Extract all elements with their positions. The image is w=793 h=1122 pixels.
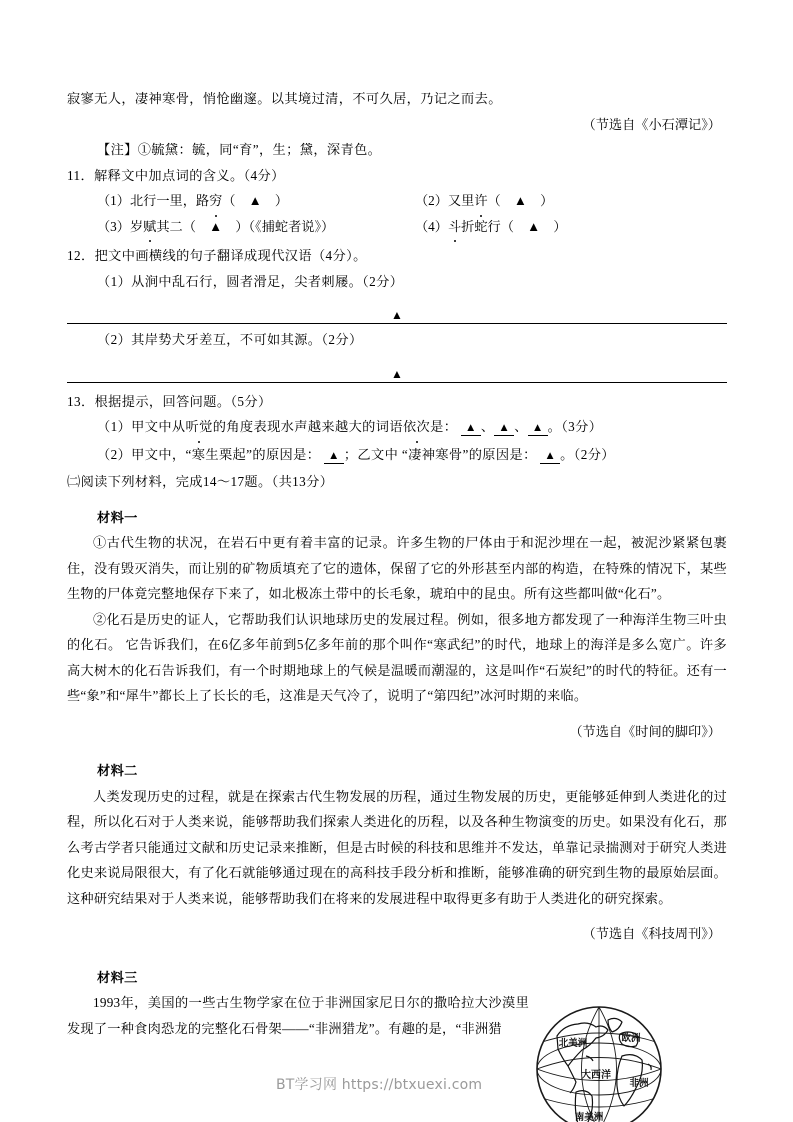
question-13-stem: 13．根据提示，回答问题。（5分）	[67, 393, 272, 409]
q13-1-blank-1[interactable]: ▲	[461, 422, 481, 436]
question-12-stem: 12．把文中画横线的句子翻译成现代汉语（4分）。	[67, 248, 367, 263]
answer-rule	[67, 382, 727, 383]
site-watermark: BT学习网 https://btxuexi.com	[276, 1077, 483, 1093]
question-12-item-2: （2）其岸势犬牙差互，不可如其源。（2分）	[97, 332, 363, 347]
q13-1-blank-2[interactable]: ▲	[494, 422, 514, 436]
spacer	[67, 495, 727, 505]
answer-blank-marker: ▲	[391, 366, 403, 381]
q13-1-mid: 的角度表现水声越来越大的词语	[212, 419, 403, 434]
q11-item3-label: （3）岁	[97, 218, 144, 234]
question-11-row-1	[67, 188, 727, 214]
globe-label-africa: 非洲	[629, 1078, 649, 1089]
q11-item2-blank[interactable]: （ ▲ ）	[487, 193, 554, 208]
q13-1-blank-3[interactable]: ▲	[528, 422, 548, 436]
q13-1-tail: 。（3分）	[547, 419, 603, 434]
question-12-answer-2[interactable]	[67, 353, 727, 383]
passage-tail-text: 寂寥无人，凄神寒骨，悄怆幽邃。以其境过清，不可久居，乃记之而去。	[67, 91, 502, 106]
section-header-reading: ㈡阅读下列材料，完成14～17题。（共13分）	[67, 474, 334, 489]
question-11-item-4	[415, 214, 727, 240]
q13-1-after: 是：	[430, 419, 458, 434]
globe-figure	[524, 992, 709, 1122]
q11-item2-label: （2）又里	[415, 193, 475, 208]
q13-1-sep-1: 、	[480, 419, 495, 434]
globe-svg	[524, 994, 674, 1122]
q11-item2-dotted: 许	[474, 188, 487, 214]
globe-label-south-america: 南美洲	[574, 1112, 604, 1122]
q13-1-sep-2: 、	[514, 419, 528, 434]
material-1-paragraph-1: ①古代生物的状况，在岩石中更有着丰富的记录。许多生物的尸体由于和泥沙埋在一起，被泥沙紧紧包裹住，没有毁灭消失，而让别的矿物质填充了它的遗体，保留了它的外形甚至内部的构造，在特殊的情况下，某些生物的尸体竟完整地保存下来了，如北极冻土带中的长毛象，琥珀中的昆虫。所有这些都叫做“化石”。	[67, 535, 727, 601]
material-2-paragraph-1: 人类发现历史的过程，就是在探索古代生物发展的历程，通过生物发展的历史，更能够延伸到人类进化的过程，所以化石对于人类来说，能够帮助我们探索人类进化的历程，以及各种生物演变的历史。如果没有化石，那么考古学者只能通过文献和历史记录来推断，但是古时候的科技和思维并不发达，单靠记录揣测对于研究人类进化史来说局限很大，有了化石就能够通过现在的高科技手段分析和推断，能够准确的研究到生物的最原始层面。这种研究结果对于人类来说，能够帮助我们在将来的发展进程中取得更多有助于人类进化的研究探索。	[67, 788, 727, 906]
q11-item3-blank[interactable]: 其二（ ▲ ）（《捕蛇者说》）	[156, 218, 335, 234]
q13-1-prefix: （1）甲文中从	[97, 419, 186, 434]
passage-note: 【注】①毓黛：毓，同“育”，生；黛，深青色。	[97, 142, 382, 157]
q13-2-tail: 。（2分）	[560, 446, 615, 462]
q13-2-mid: ；乙文中 “凄神寒骨”的原因是：	[343, 446, 537, 462]
q11-item1-blank[interactable]: （ ▲ ）	[222, 193, 289, 208]
question-11-stem: 11．解释文中加点词的含义。（4分）	[67, 167, 285, 183]
globe-label-north-america: 北美洲	[558, 1038, 588, 1049]
question-11-item-2	[415, 188, 727, 214]
question-12-answer-1[interactable]	[67, 294, 727, 324]
q11-item4-dotted: 斗	[448, 214, 461, 240]
answer-blank-marker: ▲	[391, 308, 403, 322]
q11-item1-label: （1）北行一里，路	[97, 193, 210, 208]
spacer	[67, 744, 727, 758]
passage-source: （节选自《小石潭记》）	[582, 116, 721, 132]
q13-2-blank-1[interactable]: ▲	[324, 450, 344, 464]
material-3-paragraph-1: 1993年，美国的一些古生物学家在位于非洲国家尼日尔的撒哈拉大沙漠里发现了一种食肉恐龙的完整化石骨架——“非洲猎龙”。有趣的是，“非洲猎	[67, 995, 530, 1036]
question-13-sub-1	[67, 414, 727, 442]
q13-2-blank-2[interactable]: ▲	[540, 450, 560, 464]
material-2-source: （节选自《科技周刊》）	[582, 926, 721, 941]
q13-2-prefix: （2）甲文中，“寒生栗起”的原因是：	[97, 446, 321, 462]
question-12-item-1: （1）从涧中乱石行，圆者滑足，尖者刺屦。（2分）	[97, 273, 404, 289]
material-1-title: 材料一	[97, 509, 138, 525]
spacer	[67, 947, 727, 965]
q11-item1-dotted: 穷	[209, 188, 222, 214]
material-1-source: （节选自《时间的脚印》）	[569, 723, 721, 739]
globe-label-europe: 欧洲	[621, 1033, 641, 1044]
q11-item4-blank[interactable]: 折蛇行（ ▲ ）	[461, 218, 567, 234]
spacer	[67, 709, 727, 719]
question-11-row-2	[67, 214, 727, 240]
q11-item4-label: （4）	[415, 218, 448, 234]
material-3-title: 材料三	[97, 969, 138, 985]
page-content	[67, 86, 727, 1122]
question-11-item-3	[97, 214, 415, 240]
material-2-title: 材料二	[97, 763, 138, 778]
q13-1-dotted-2: 依次	[403, 414, 430, 440]
spacer	[67, 911, 727, 921]
globe-label-atlantic: 大西洋	[581, 1070, 611, 1081]
answer-rule	[67, 323, 727, 324]
question-11-item-1	[97, 188, 415, 214]
material-1-paragraph-2: ②化石是历史的证人，它帮助我们认识地球历史的发展过程。例如，很多地方都发现了一种海洋生物三叶虫的化石。 它告诉我们，在6亿多年前到5亿多年前的那个叫作“寒武纪”的时代，地球上的海洋是多么宽广。许多高大树木的化石告诉我们，有一个时期地球上的气候是温暖而潮湿的，这是叫作“石炭纪”的时代的特征。还有一些“象”和“犀牛”都长上了长长的毛，这准是天气冷了，说明了“第四纪”冰河时期的来临。	[67, 611, 727, 703]
q11-item3-dotted: 赋	[143, 214, 156, 240]
globe-illustration	[524, 994, 674, 1122]
question-13-sub-2	[67, 442, 727, 470]
q13-1-dotted-1: 听觉	[186, 414, 213, 440]
